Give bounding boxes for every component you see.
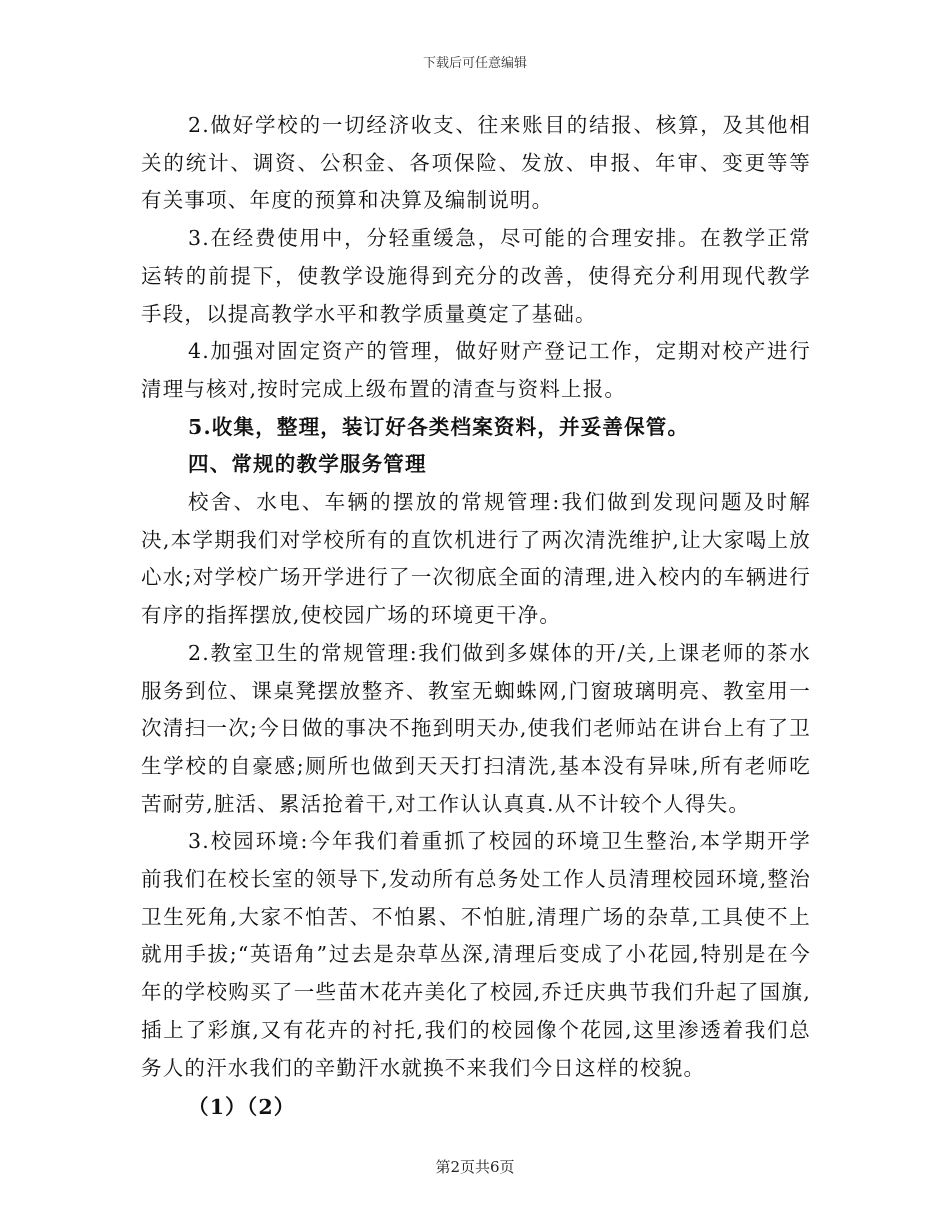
paragraph-item-4: 4.加强对固定资产的管理，做好财产登记工作，定期对校产进行清理与核对,按时完成上级布置的清查与资料上报。 (141, 339, 811, 401)
paragraph-classroom-hygiene: 2.教室卫生的常规管理:我们做到多媒体的开/关,上课老师的茶水服务到位、课桌凳摆放整齐、教室无蜘蛛网,门窗玻璃明亮、教室用一次清扫一次;今日做的事决不拖到明天办,使我们老师站在讲台上有了卫生学校的自豪感;厕所也做到天天打扫清洗,基本没有异味,所有老师吃苦耐劳,脏活、累活抢着干,对工作认认真真.从不计较个人得失。 (141, 640, 811, 816)
paragraph-facilities: 校舍、水电、车辆的摆放的常规管理:我们做到发现问题及时解决,本学期我们对学校所有的直饮机进行了两次清洗维护,让大家喝上放心水;对学校广场开学进行了一次彻底全面的清理,进入校内的车辆进行有序的指挥摆放,使校园广场的环境更干净。 (141, 490, 811, 628)
paragraph-campus-environment: 3.校园环境:今年我们着重抓了校园的环境卫生整治,本学期开学前我们在校长室的领导下,发动所有总务处工作人员清理校园环境,整治卫生死角,大家不怕苦、不怕累、不怕脏,清理广场的杂草,工具使不上就用手拔;“英语角”过去是杂草丛深,清理后变成了小花园,特别是在今年的学校购买了一些苗木花卉美化了校园,乔迁庆典节我们升起了国旗,插上了彩旗,又有花卉的衬托,我们的校园像个花园,这里渗透着我们总务人的汗水我们的辛勤汗水就换不来我们今日这样的校貌。 (141, 829, 811, 1080)
page-header: 下载后可任意编辑 (422, 56, 527, 71)
page-footer: 第2页共6页 (435, 1158, 515, 1176)
paragraph-item-2: 2.做好学校的一切经济收支、往来账目的结报、核算，及其他相关的统计、调资、公积金、各项保险、发放、申报、年审、变更等等有关事项、年度的预算和决算及编制说明。 (141, 113, 811, 213)
document-body (141, 107, 811, 1127)
section-heading-4: 四、常规的教学服务管理 (188, 452, 427, 477)
paragraph-numbering: （1）（2） (188, 1095, 296, 1120)
paragraph-item-5: 5.收集，整理，装订好各类档案资料，并妥善保管。 (188, 414, 690, 439)
paragraph-item-3: 3.在经费使用中，分轻重缓急，尽可能的合理安排。在教学正常运转的前提下，使教学设施得到充分的改善，使得充分利用现代教学手段，以提高教学水平和教学质量奠定了基础。 (141, 226, 811, 326)
